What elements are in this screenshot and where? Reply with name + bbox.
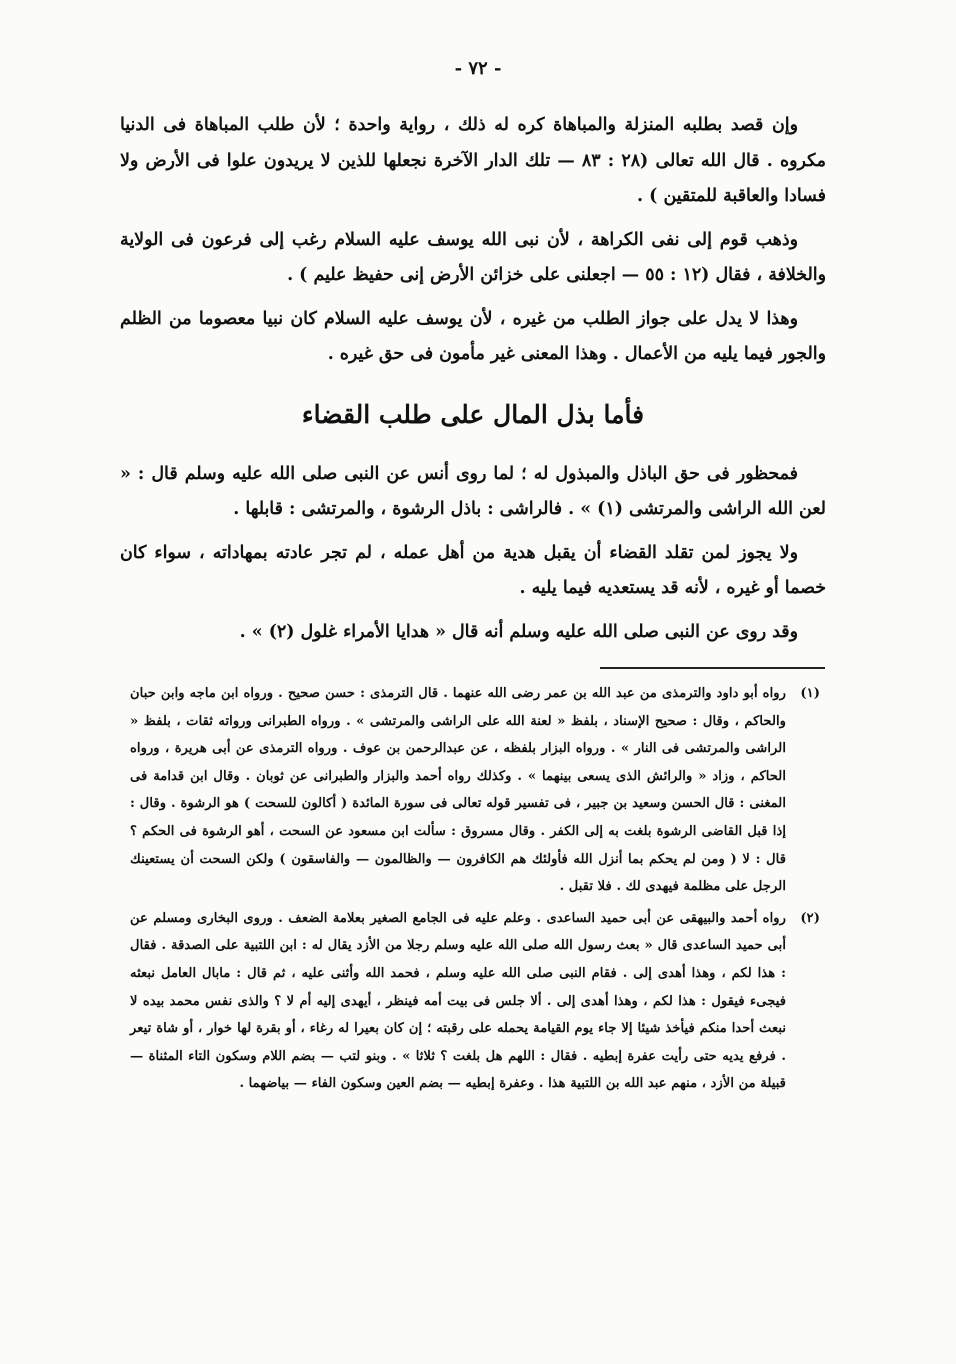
footnote-text: رواه أبو داود والترمذى من عبد الله بن عمر رضى الله عنهما . قال الترمذى : حسن صحيح . ورواه ابن ماجه وابن حبان والحاكم ، وقال : صحيح الإسناد ، بلفظ « لعنة الله على الراشى والمرتشى » . ورواه الطبرانى ورواته ثقات ، بلفظ « الراشى والمرتشى فى النار » . ورواه البزار بلفظه ، عن عبدالرحمن بن عوف . ورواه الترمذى عن أبى هريرة ، ورواه الحاكم ، وزاد « والرائش الذى يسعى بينهما » . وكذلك رواه أحمد والبزار والطبرانى عن ثوبان . وقال ابن قدامة فى المغنى : قال الحسن وسعيد بن جبير ، فى تفسير قوله تعالى فى سورة المائدة ( أكالون للسحت ) هو الرشوة . وقال : إذا قبل القاضى الرشوة بلغت به إلى الكفر . وقال مسروق : سألت ابن مسعود عن السحت ، أهو الرشوة فى الحكم ؟ قال : لا ( ومن لم يحكم بما أنزل الله فأولئك هم الكافرون — والظالمون — والفاسقون ) ولكن السحت أن يستعينك الرجل على مظلمة فيهدى لك . فلا تقبل . xyxy=(130,686,786,895)
paragraph: وهذا لا يدل على جواز الطلب من غيره ، لأن يوسف عليه السلام كان نبيا معصوما من الظلم والجور فيما يليه من الأعمال . وهذا المعنى غير مأمون فى حق غيره . xyxy=(120,308,826,364)
main-text xyxy=(120,108,826,658)
footnote-marker: (١) xyxy=(800,686,820,701)
footnotes xyxy=(130,680,820,1102)
footnote-separator xyxy=(600,667,825,669)
paragraph: وذهب قوم إلى نفى الكراهة ، لأن نبى الله يوسف عليه السلام رغب إلى فرعون فى الولاية والخلافة ، فقال (١٢ : ٥٥ — اجعلنى على خزائن الأرض إنى حفيظ عليم ) . xyxy=(120,229,826,285)
paragraph: وإن قصد بطلبه المنزلة والمباهاة كره له ذلك ، رواية واحدة ؛ لأن طلب المباهاة فى الدنيا مكروه . قال الله تعالى (٢٨ : ٨٣ — تلك الدار الآخرة نجعلها للذين لا يريدون علوا فى الأرض ولا فسادا والعاقبة للمتقين ) . xyxy=(120,115,826,206)
paragraph: فمحظور فى حق الباذل والمبذول له ؛ لما روى أنس عن النبى صلى الله عليه وسلم قال : « لعن الله الراشى والمرتشى (١) » . فالراشى : باذل الرشوة ، والمرتشى : قابلها . xyxy=(120,463,826,519)
footnote-marker: (٢) xyxy=(800,910,820,926)
paragraph: وقد روى عن النبى صلى الله عليه وسلم أنه قال « هدايا الأمراء غلول (٢) » . xyxy=(239,621,798,642)
footnote xyxy=(130,905,820,1098)
footnote xyxy=(130,680,820,901)
footnote-text: رواه أحمد والبيهقى عن أبى حميد الساعدى . وعلم عليه فى الجامع الصغير بعلامة الضعف . وروى البخارى ومسلم عن أبى حميد الساعدى قال « بعث رسول الله صلى الله عليه وسلم رجلا من الأزد يقال له : ابن اللتبية على الصدقة . فقال : هذا لكم ، وهذا أهدى إلى . فقام النبى صلى الله عليه وسلم ، فحمد الله وأثنى عليه ، ثم قال : مابال العامل نبعثه فيجىء فيقول : هذا لكم ، وهذا أهدى إلى . ألا جلس فى بيت أمه فينظر ، أيهدى إليه أم لا ؟ والذى نفس محمد بيده لا نبعث أحدا منكم فيأخذ شيئا إلا جاء يوم القيامة يحمله على رقبته ؛ إن كان بعيرا له رغاء ، أو بقرة لها خوار ، أو شاة تيعر . فرفع يديه حتى رأيت عفرة إبطيه . فقال : اللهم هل بلغت ؟ ثلاثا » . وبنو لتب — بضم اللام وسكون التاء المثناة — قبيلة من الأزد ، منهم عبد الله بن اللتبية هذا . وعفرة إبطيه — بضم العين وسكون الفاء — بياضهما . xyxy=(130,910,786,1092)
page-number: - ٧٢ - xyxy=(454,58,502,79)
section-heading: فأما بذل المال على طلب القضاء xyxy=(301,399,645,429)
paragraph: ولا يجوز لمن تقلد القضاء أن يقبل هدية من أهل عمله ، لم تجر عادته بمهاداته ، سواء كان خصما أو غيره ، لأنه قد يستعديه فيما يليه . xyxy=(120,542,826,598)
